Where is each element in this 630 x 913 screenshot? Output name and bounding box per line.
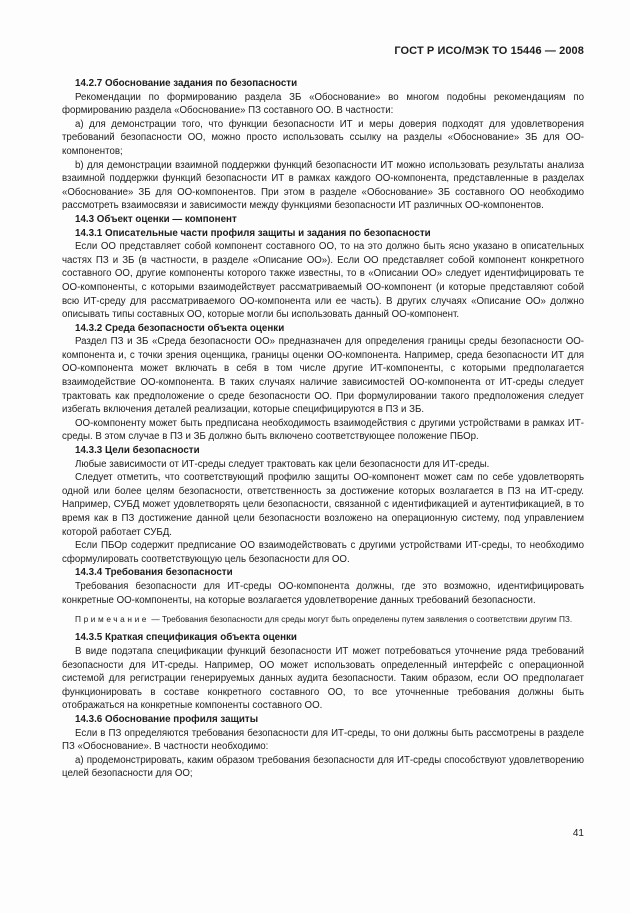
paragraph: Любые зависимости от ИТ-среды следует трактовать как цели безопасности для ИТ-среды. xyxy=(75,458,490,470)
page-content xyxy=(62,77,584,781)
list-item-b: b) для демонстрации взаимной поддержки функций безопасности ИТ можно использовать результаты анализа взаимной поддержки функций безопасности ИТ в рамках каждого ОО-компонента, представленные в разделах «Обоснование» ЗБ для ОО-компонентов. При этом в разделе «Обоснование» ЗБ составного ОО необходимо рассмотреть взаимосвязи и зависимости между функциями безопасности ИТ различных ОО-компонентов. xyxy=(62,159,584,212)
section-heading-14-3: 14.3 Объект оценки — компонент xyxy=(75,213,237,225)
section-heading-14-2-7: 14.2.7 Обоснование задания по безопасности xyxy=(75,78,298,89)
section-heading-14-3-6: 14.3.6 Обоснование профиля защиты xyxy=(75,713,259,725)
section-heading-14-3-4: 14.3.4 Требования безопасности xyxy=(75,567,233,579)
note-label: Примечание xyxy=(75,614,150,625)
page-number: 41 xyxy=(572,828,584,839)
paragraph: Если в ПЗ определяются требования безопасности для ИТ-среды, то они должны быть рассмотрены в разделе ПЗ «Обоснование». В частности необходимо: xyxy=(62,727,584,753)
page-header: ГОСТ Р ИСО/МЭК ТО 15446 — 2008 xyxy=(394,45,584,57)
paragraph: Если ОО представляет собой компонент составного ОО, то на это должно быть ясно указано в описательных частях ПЗ и ЗБ (в частности, в разделе «Описание ОО»). Если ОО представляет собой компонент конкретного составного ОО, другие компоненты которого также известны, то в «Описании ОО» следует идентифицировать те ОО-компоненты, с которыми взаимодействует рассматриваемый ОО-компонент (и которые представляют собой всю ИТ-среду для рассматриваемого ОО-компонента или ее часть). В других случаях «Описание ОО» должно описывать типы составных ОО, которые могли бы использовать данный ОО-компонент. xyxy=(62,241,584,321)
paragraph: Раздел ПЗ и ЗБ «Среда безопасности ОО» предназначен для определения границы среды безопасности ОО-компонента и, с точки зрения оценщика, границы оценки ОО-компонента. Например, среда безопасности ИТ для ОО-компонента может включать в себя в том числе другие ИТ-компоненты, с которыми предполагается взаимодействие ОО-компонента. В таких случаях наличие зависимостей ОО-компонента от ИТ-среды следует трактовать как предположение о среде безопасности ОО. При формулировании такого предположения следует избегать включения деталей реализации, которые специфицируются в ПЗ и ЗБ. xyxy=(62,336,584,416)
section-heading-14-3-5: 14.3.5 Краткая спецификация объекта оценки xyxy=(75,632,297,644)
paragraph: Требования безопасности для ИТ-среды ОО-компонента должны, где это возможно, идентифицировать конкретные ОО-компоненты, на которые возлагается удовлетворение данных требований безопасности. xyxy=(62,580,584,606)
paragraph: В виде подэтапа спецификации функций безопасности ИТ может потребоваться уточнение ряда требований безопасности для ИТ-среды. Например, ОО может использовать определенный интерфейс с операционной системой для регистрации генерируемых данных аудита безопасности. Таким образом, если ОО предполагает функционировать в составе конкретного составного ОО, то все уточненные требования должны быть отображаться на конкретные компоненты составного ОО. xyxy=(62,645,584,712)
paragraph: Если ПБОр содержит предписание ОО взаимодействовать с другими устройствами ИТ-среды, то необходимо сформулировать соответствующую цель безопасности для ОО. xyxy=(62,540,584,565)
section-heading-14-3-1: 14.3.1 Описательные части профиля защиты и задания по безопасности xyxy=(75,227,431,239)
paragraph: Следует отметить, что соответствующий профилю защиты ОО-компонент может сам по себе удовлетворять одной или более целям безопасности, ответственность за достижение которых возлагается в ПЗ на ИТ-среду. Например, СУБД может удовлетворять цели безопасности, связанной с идентификацией и аутентификацией, в то время как в ПЗ достижение данной цели безопасности возложено на операционную систему, под управлением которой работает СУБД. xyxy=(62,472,584,538)
list-item-a: а) для демонстрации того, что функции безопасности ИТ и меры доверия подходят для удовлетворения требований безопасности ОО, можно просто использовать ссылку на разделы «Обоснование» ЗБ для ОО-компонентов; xyxy=(62,118,584,157)
paragraph: ОО-компоненту может быть предписана необходимость взаимодействия с другими устройствами в рамках ИТ-среды. В этом случае в ПЗ и ЗБ должно быть включено соответствующее положение ПБОр. xyxy=(62,417,584,443)
section-heading-14-3-2: 14.3.2 Среда безопасности объекта оценки xyxy=(75,322,285,334)
list-item-a: а) продемонстрировать, каким образом требования безопасности для ИТ-среды способствуют удовлетворению целей безопасности для ОО; xyxy=(62,754,584,780)
paragraph: Рекомендации по формированию раздела ЗБ «Обоснование» во многом подобны рекомендациям по формированию раздела «Обоснование» ПЗ составного ОО. В частности: xyxy=(62,91,584,117)
note xyxy=(62,613,584,625)
note-text: — Требования безопасности для среды могут быть определены путем заявления о соответствии другим ПЗ. xyxy=(149,614,573,625)
section-heading-14-3-3: 14.3.3 Цели безопасности xyxy=(75,445,200,457)
